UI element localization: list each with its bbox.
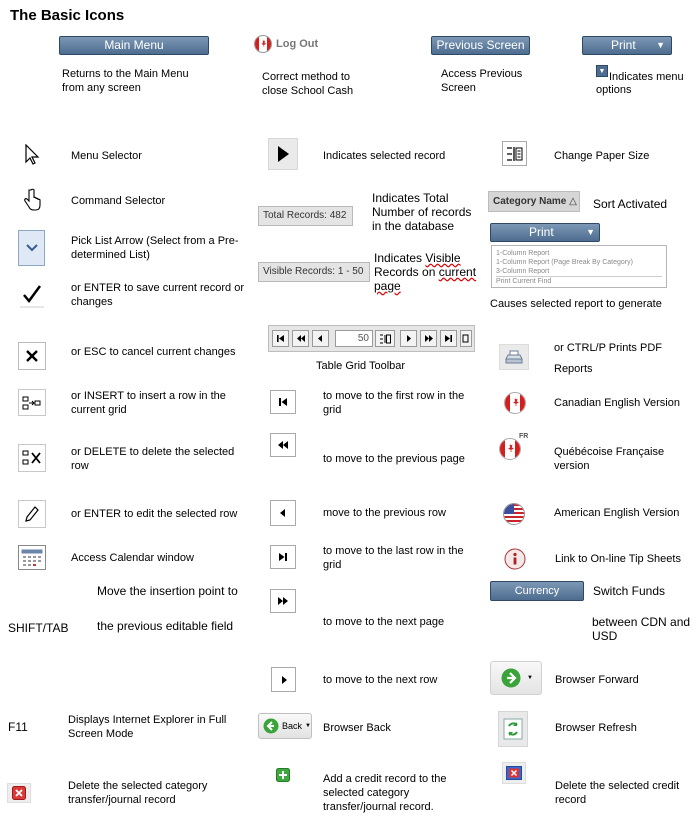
report-option[interactable]: 1-Column Report: [496, 250, 550, 257]
print-pdf-description: or CTRL/P Prints PDF Reports: [554, 342, 662, 375]
print-report-button[interactable]: Print ▼: [490, 223, 600, 242]
previous-screen-description: Access Previous Screen: [441, 68, 523, 94]
calendar-description: Access Calendar window: [71, 552, 194, 564]
delete-row-icon: [18, 444, 46, 472]
f11-key: F11: [8, 720, 28, 734]
browser-forward-description: Browser Forward: [555, 674, 639, 686]
sort-activated-description: Sort Activated: [593, 197, 668, 211]
report-option[interactable]: 1-Column Report (Page Break By Category): [496, 259, 633, 266]
logout-description: Correct method to close School Cash: [262, 71, 354, 97]
selected-record-description: Indicates selected record: [323, 150, 446, 162]
report-option[interactable]: 3-Column Report: [496, 268, 550, 275]
command-selector-label: Command Selector: [71, 195, 166, 207]
info-icon[interactable]: [504, 548, 526, 570]
visible-records-field: Visible Records: 1 - 50: [258, 262, 370, 282]
printer-icon: [499, 344, 529, 370]
delete-record-icon: [7, 783, 31, 803]
canadian-flag-icon: [254, 35, 272, 53]
paper-size-description: Change Paper Size: [554, 150, 650, 162]
next-row-description: to move to the next row: [323, 674, 438, 686]
main-menu-button[interactable]: Main Menu: [59, 36, 209, 55]
delete-row-description: or DELETE to delete the selected row: [71, 446, 235, 472]
browser-back-button[interactable]: Back ▼: [258, 713, 312, 739]
logout-button[interactable]: Log Out: [254, 35, 318, 53]
export-button[interactable]: [460, 330, 472, 347]
first-row-description: to move to the first row in the grid: [323, 390, 465, 416]
american-english-description: American English Version: [554, 507, 680, 519]
next-page-button[interactable]: [420, 330, 437, 347]
dropdown-arrow-icon: ▼: [527, 675, 533, 681]
arrow-cursor-icon: [24, 144, 40, 166]
next-page-description: to move to the next page: [323, 616, 445, 628]
dropdown-arrow-icon: ▼: [656, 40, 665, 50]
next-row-button[interactable]: [400, 330, 417, 347]
delete-credit-description: Delete the selected credit record: [555, 780, 680, 806]
delete-credit-icon: [502, 762, 526, 784]
hand-cursor-icon: [22, 188, 42, 212]
insert-row-icon: [18, 389, 46, 416]
back-arrow-icon: [263, 718, 279, 734]
first-row-icon: [270, 390, 296, 414]
edit-row-description: or ENTER to edit the selected row: [71, 508, 238, 520]
previous-page-button[interactable]: [292, 330, 309, 347]
checkmark-icon: [18, 280, 46, 308]
menu-selector-label: Menu Selector: [71, 150, 142, 162]
american-flag-icon: [503, 503, 525, 525]
calendar-icon: [18, 545, 46, 570]
canadian-flag-fr-icon: [499, 438, 521, 460]
save-description: or ENTER to save current record or changes: [71, 282, 245, 308]
browser-back-description: Browser Back: [323, 722, 391, 734]
report-option[interactable]: Print Current Find: [496, 276, 662, 286]
browser-refresh-description: Browser Refresh: [555, 722, 637, 734]
last-row-button[interactable]: [440, 330, 457, 347]
currency-button[interactable]: Currency: [490, 581, 584, 601]
report-options-menu: [491, 245, 667, 288]
category-name-sort-header[interactable]: Category Name △: [488, 191, 580, 212]
grid-toolbar-label: Table Grid Toolbar: [316, 360, 406, 372]
tip-sheets-description: Link to On-line Tip Sheets: [555, 553, 681, 565]
print-description: Indicates menu: [609, 71, 684, 83]
total-records-description: Indicates Total Number of records in the database: [372, 191, 472, 233]
sort-triangle-icon: △: [569, 196, 577, 207]
first-row-button[interactable]: [272, 330, 289, 347]
cancel-x-icon: [18, 342, 46, 370]
previous-row-description: move to the previous row: [323, 507, 446, 519]
last-row-icon: [270, 545, 296, 569]
paper-size-icon: [502, 141, 527, 166]
f11-description: Displays Internet Explorer in Full Screen Mode: [68, 714, 227, 740]
forward-arrow-icon: [501, 668, 521, 688]
previous-row-button[interactable]: [312, 330, 329, 347]
cancel-description: or ESC to cancel current changes: [71, 346, 236, 358]
selected-record-icon: [268, 138, 298, 170]
last-row-description: to move to the last row in the grid: [323, 545, 464, 571]
visible-records-description: Indicates Visible Records on current page: [374, 251, 477, 293]
table-grid-toolbar: [268, 325, 475, 352]
next-row-icon: [271, 667, 296, 692]
canadian-english-description: Canadian English Version: [554, 397, 680, 409]
main-menu-description: Returns to the Main Menu from any screen: [62, 68, 189, 94]
page-title: The Basic Icons: [10, 7, 125, 24]
dropdown-arrow-icon: ▼: [596, 65, 608, 77]
refresh-icon[interactable]: [498, 711, 528, 747]
fr-label: FR: [519, 433, 529, 440]
previous-page-description: to move to the previous page: [323, 453, 465, 465]
dropdown-arrow-icon: ▼: [586, 227, 595, 237]
pick-list-description: Pick List Arrow (Select from a Pre- determined List): [71, 235, 239, 261]
paper-size-button[interactable]: [375, 330, 395, 347]
dropdown-arrow-icon: ▼: [305, 723, 311, 729]
next-page-icon: [270, 589, 296, 613]
switch-funds-description-2: between CDN and USD: [592, 615, 691, 643]
shift-tab-key: SHIFT/TAB: [8, 621, 69, 635]
previous-screen-button[interactable]: Previous Screen: [431, 36, 530, 55]
browser-forward-button[interactable]: [490, 661, 542, 695]
add-record-icon: [276, 768, 290, 782]
add-credit-description: Add a credit record to the selected category transfer/journal record.: [323, 773, 447, 813]
quebecoise-description: Québécoise Française version: [554, 446, 665, 472]
delete-category-description: Delete the selected category transfer/journal record: [68, 780, 208, 806]
pick-list-arrow-icon: [18, 230, 45, 266]
previous-row-icon: [270, 500, 296, 526]
previous-page-icon: [270, 433, 296, 457]
page-size-input[interactable]: 50: [335, 330, 373, 347]
insert-row-description: or INSERT to insert a row in the current grid: [71, 390, 226, 416]
total-records-field: Total Records: 482: [258, 206, 353, 226]
switch-funds-description: Switch Funds: [593, 584, 666, 598]
edit-pencil-icon: [18, 500, 46, 528]
shift-tab-description-2: the previous editable field: [97, 619, 234, 633]
canadian-flag-icon: [504, 392, 526, 414]
print-menu-button[interactable]: Print ▼: [582, 36, 672, 55]
shift-tab-description-1: Move the insertion point to: [97, 584, 238, 598]
report-description: Causes selected report to generate: [490, 298, 662, 310]
